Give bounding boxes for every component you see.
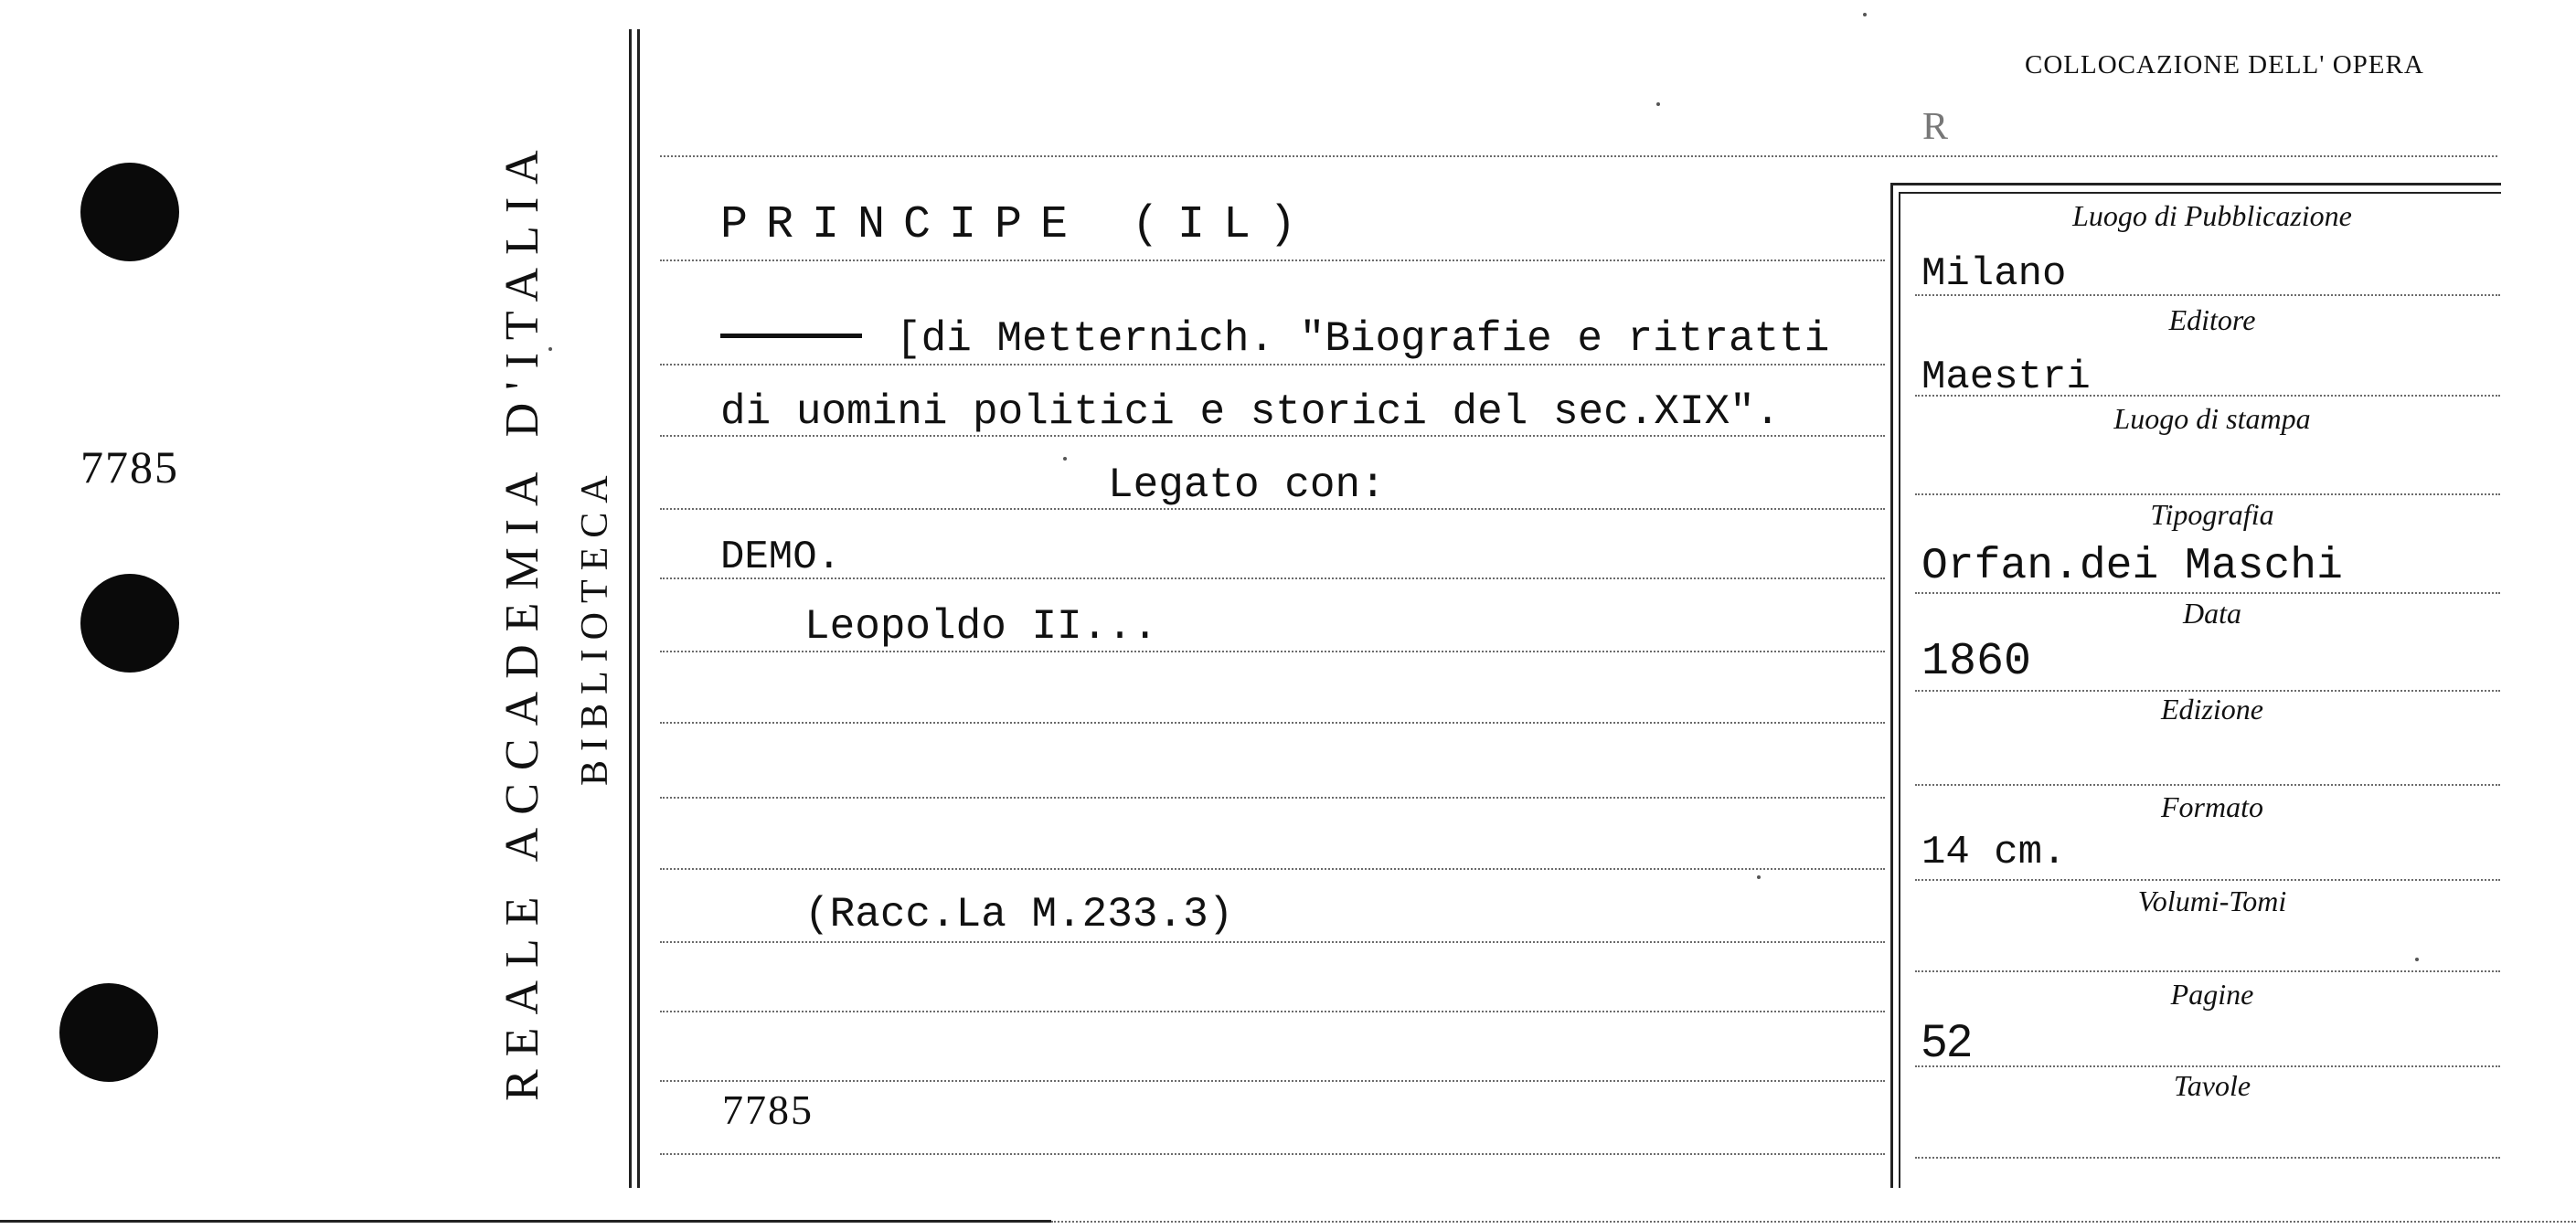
ruled-line [660,260,1885,261]
punch-hole [80,574,179,673]
library-vertical-text: BIBLIOTECA [574,466,616,786]
body-line-3: di uomini politici e storici del sec.XIX". [720,388,1781,436]
scan-speck [1063,457,1067,461]
field-line [1915,493,2500,495]
field-line [1915,1065,2500,1067]
ruled-line [660,577,1885,579]
bottom-rule [0,1220,1051,1223]
field-label-editore: Editore [2168,303,2256,336]
ruled-line [660,941,1885,943]
ruled-line [660,651,1885,652]
collection-line: (Racc.La M.233.3) [804,891,1234,938]
field-value-data: 1860 [1921,636,2032,688]
ruled-line [660,797,1885,799]
field-line [1915,294,2500,296]
field-box-left-rule [1899,192,1900,1188]
body-line-5: DEMO. [720,535,842,580]
shelf-mark: R [1922,106,1949,148]
field-label-luogo-pubblicazione: Luogo di Pubblicazione [2072,199,2352,232]
ruled-line [660,155,2497,157]
field-line [1915,970,2500,972]
field-label-edizione: Edizione [2161,693,2263,726]
scan-speck [548,347,552,351]
field-label-tipografia: Tipografia [2150,498,2274,531]
field-line [1915,784,2500,786]
field-line [1915,592,2500,594]
ruled-line [660,1153,1885,1155]
field-label-data: Data [2183,597,2241,630]
body-line-4: Legato con: [1108,461,1386,509]
field-value-formato: 14 cm. [1921,830,2067,875]
ruled-line [660,722,1885,724]
ruled-line [660,868,1885,870]
left-double-rule [637,29,640,1188]
field-value-luogo-pubblicazione: Milano [1921,251,2067,297]
scan-speck [1757,875,1761,879]
field-box-top-rule [1890,183,2501,185]
field-line [1915,395,2500,397]
field-label-tavole: Tavole [2173,1069,2251,1102]
field-line [1915,1157,2500,1159]
field-label-volumi-tomi: Volumi-Tomi [2137,885,2287,917]
ruled-line [660,1080,1885,1082]
scan-speck [1656,102,1660,106]
field-box-top-rule [1899,192,2501,194]
bottom-dotted-rule [1051,1221,2576,1223]
body-line-6: Leopoldo II... [804,603,1158,651]
field-value-editore: Maestri [1921,355,2091,400]
title-line: PRINCIPE (IL) [720,199,1315,251]
bottom-number: 7785 [722,1086,814,1133]
scan-speck [1863,13,1867,16]
scan-speck [2415,958,2419,961]
field-label-formato: Formato [2161,790,2263,823]
field-label-pagine: Pagine [2170,978,2254,1011]
body-line-2: [di Metternich. "Biografie e ritratti [896,315,1830,363]
field-line [1915,690,2500,692]
field-value-tipografia: Orfan.dei Maschi [1921,542,2343,591]
collocazione-header: COLLOCAZIONE DELL' OPERA [2025,50,2424,79]
field-label-luogo-stampa: Luogo di stampa [2113,402,2311,435]
left-double-rule [629,29,632,1188]
field-line [1915,879,2500,881]
institution-vertical-text: REALE ACCADEMIA D'ITALIA [496,137,548,1101]
left-margin-number: 7785 [80,441,179,493]
dash-rule [720,334,862,338]
field-value-pagine: 52 [1921,1015,1973,1066]
punch-hole [59,983,158,1082]
field-box-left-rule [1890,183,1893,1188]
ruled-line [660,364,1885,366]
punch-hole [80,163,179,261]
ruled-line [660,1011,1885,1012]
